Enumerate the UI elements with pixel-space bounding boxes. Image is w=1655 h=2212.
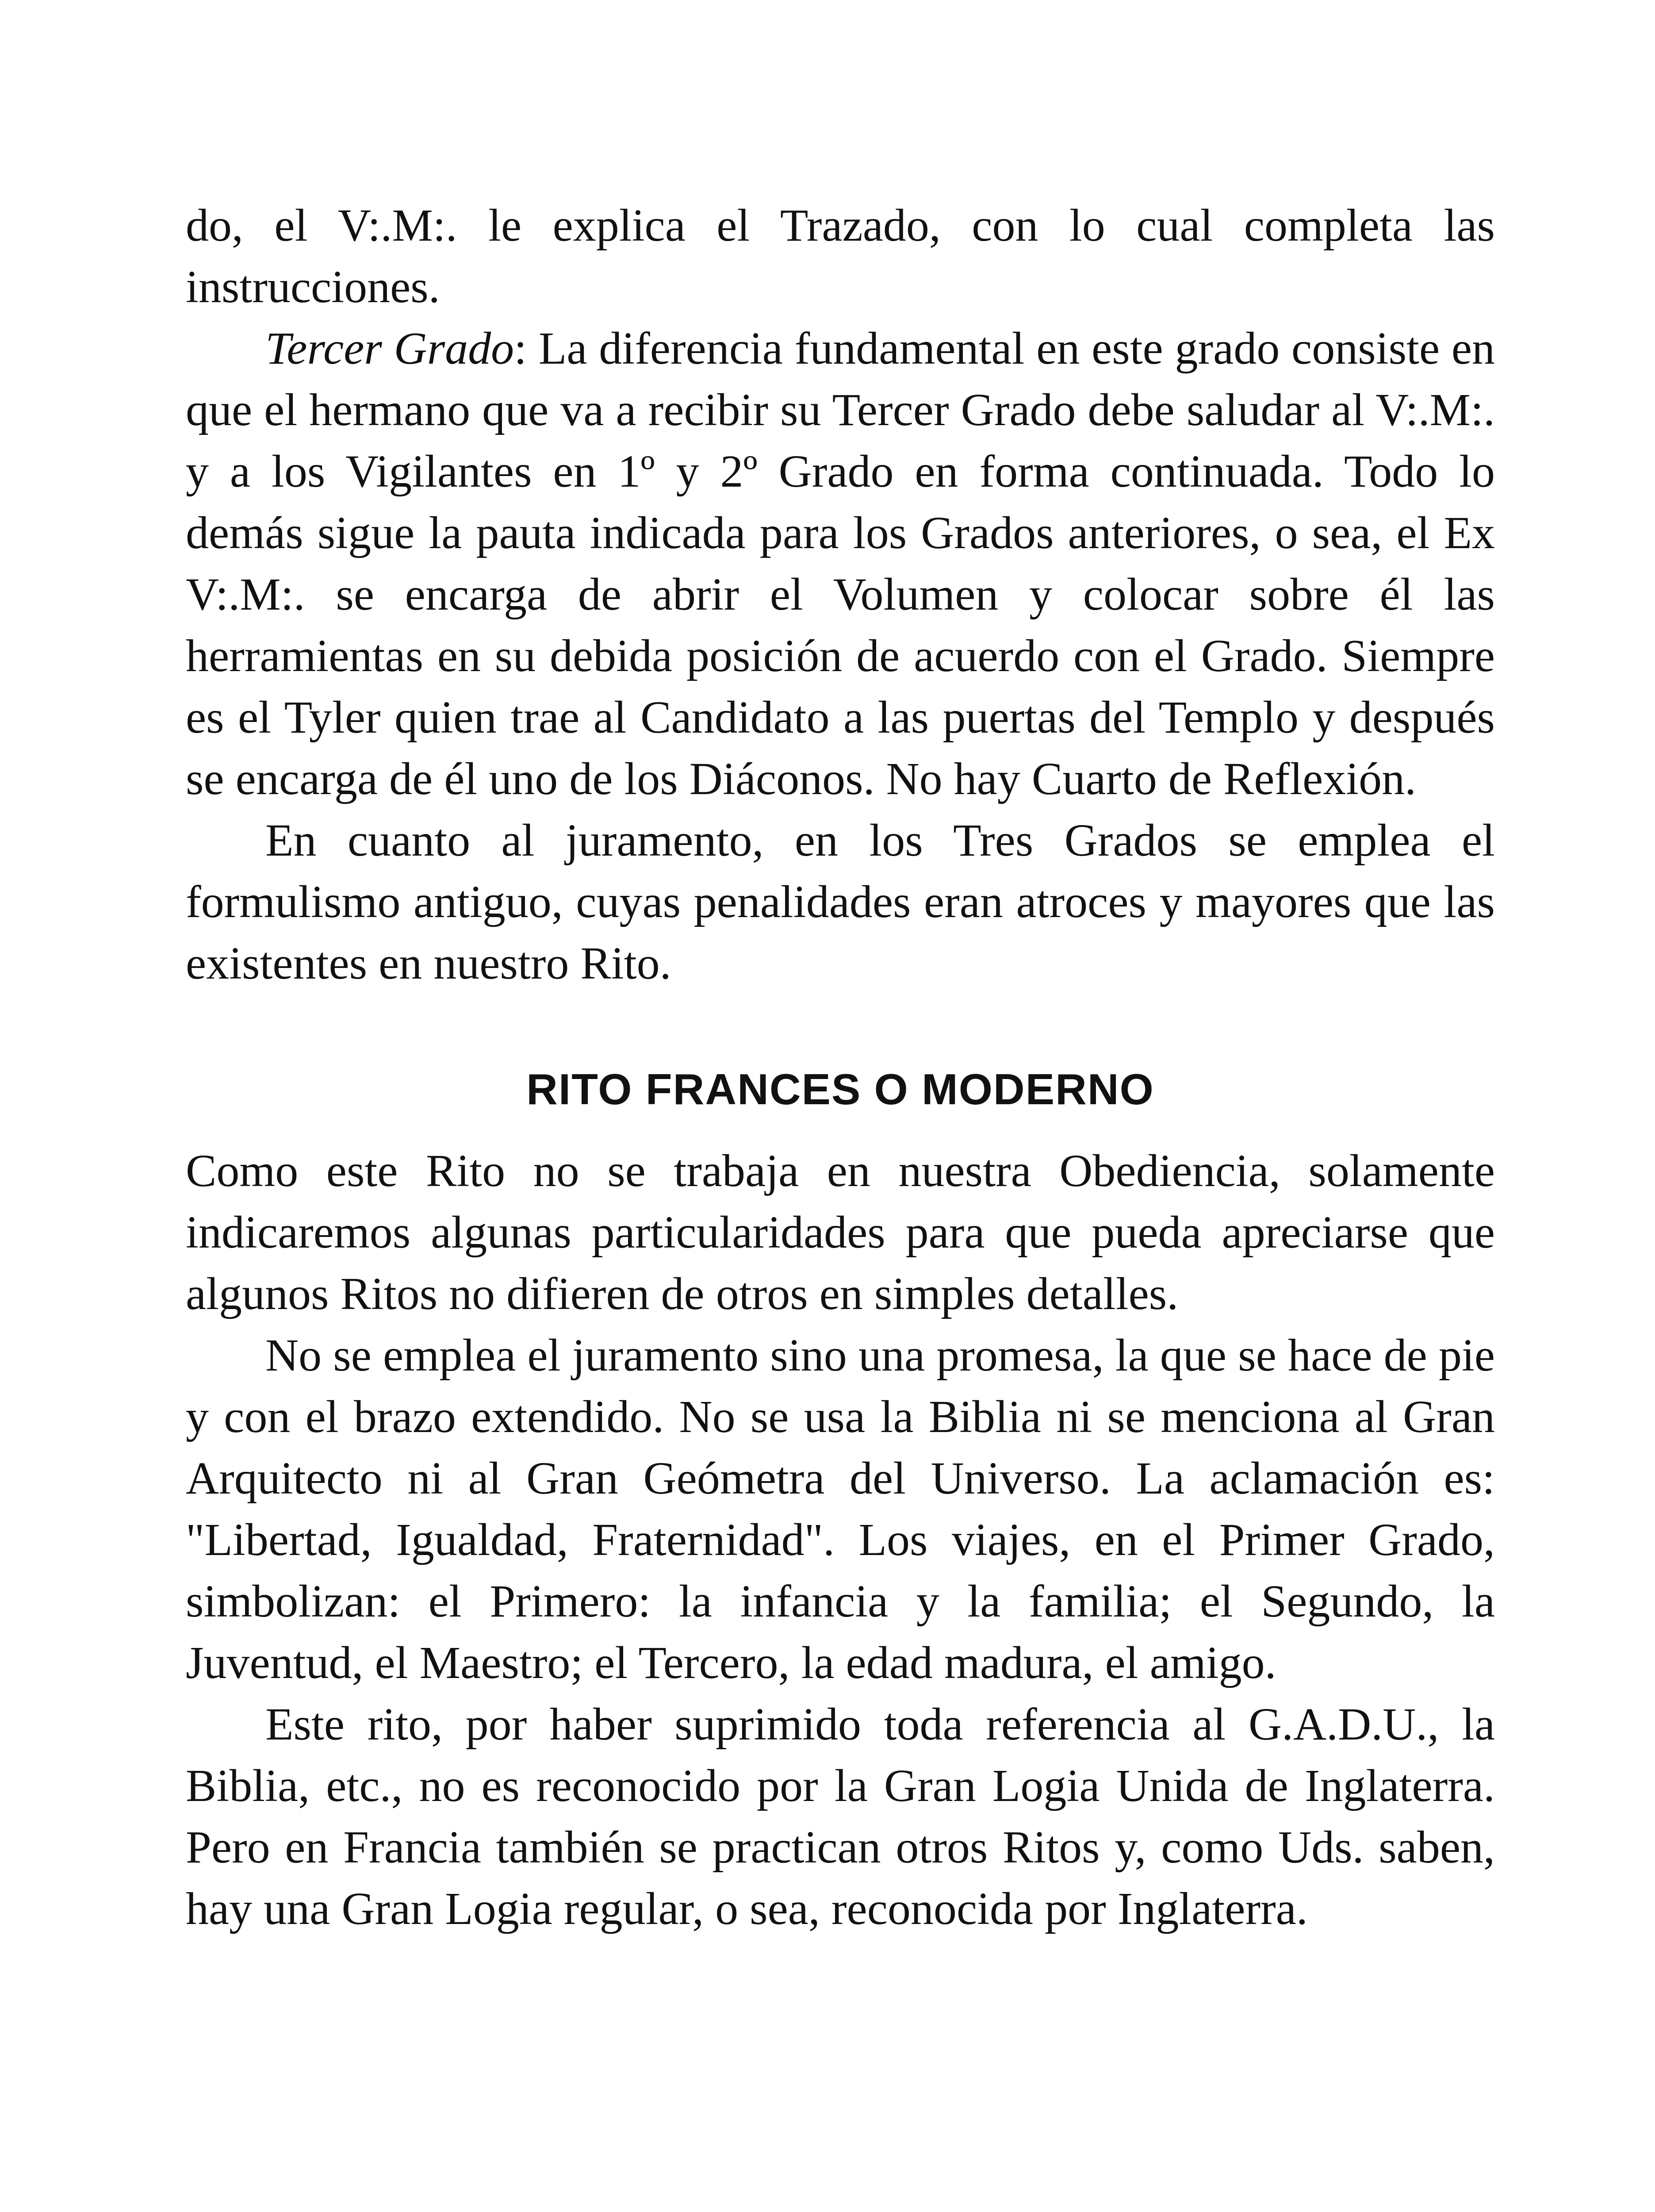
paragraph-rito-frances-intro: Como este Rito no se trabaja en nuestra Obediencia, solamente indicaremos algunas particularidades para que pueda apreciarse que algunos Ritos no difieren de otros en simples detalles. <box>186 1145 1495 1319</box>
paragraph-continuation: do, el V:.M:. le explica el Trazado, con lo cual completa las instrucciones. <box>186 200 1495 312</box>
paragraph-reconocimiento: Este rito, por haber suprimido toda referencia al G.A.D.U., la Biblia, etc., no es reconocido por la Gran Logia Unida de Inglaterra. Pero en Francia también se practican otros Ritos y, como Uds. saben, hay una Gran Logia regular, o sea, reconocida por Inglaterra. <box>186 1699 1495 1934</box>
page-body <box>186 195 1495 1939</box>
tercer-grado-text: : La diferencia fundamental en este grado consiste en que el hermano que va a recibir su Tercer Grado debe saludar al V:.M:. y a los Vigilantes en 1º y 2º Grado en forma continuada. Todo lo demás sigue la pauta indicada para los Grados anteriores, o sea, el Ex V:.M:. se encarga de abrir el Volumen y colocar sobre él las herramientas en su debida posición de acuerdo con el Grado. Siempre es el Tyler quien trae al Candidato a las puertas del Templo y después se encarga de él uno de los Diáconos. No hay Cuarto de Reflexión. <box>186 323 1495 804</box>
paragraph-juramento: En cuanto al juramento, en los Tres Grados se emplea el formulismo antiguo, cuyas penalidades eran atroces y mayores que las existentes en nuestro Rito. <box>186 815 1495 989</box>
paragraph-promesa: No se emplea el juramento sino una promesa, la que se hace de pie y con el brazo extendido. No se usa la Biblia ni se menciona al Gran Arquitecto ni al Gran Geómetra del Universo. La aclamación es: "Libertad, Igualdad, Fraternidad". Los viajes, en el Primer Grado, simbolizan: el Primero: la infancia y la familia; el Segundo, la Juventud, el Maestro; el Tercero, la edad madura, el amigo. <box>186 1330 1495 1688</box>
section-heading: RITO FRANCES O MODERNO <box>526 1065 1154 1114</box>
paragraph-tercer-grado <box>186 318 1495 810</box>
tercer-grado-label: Tercer Grado <box>265 323 514 374</box>
